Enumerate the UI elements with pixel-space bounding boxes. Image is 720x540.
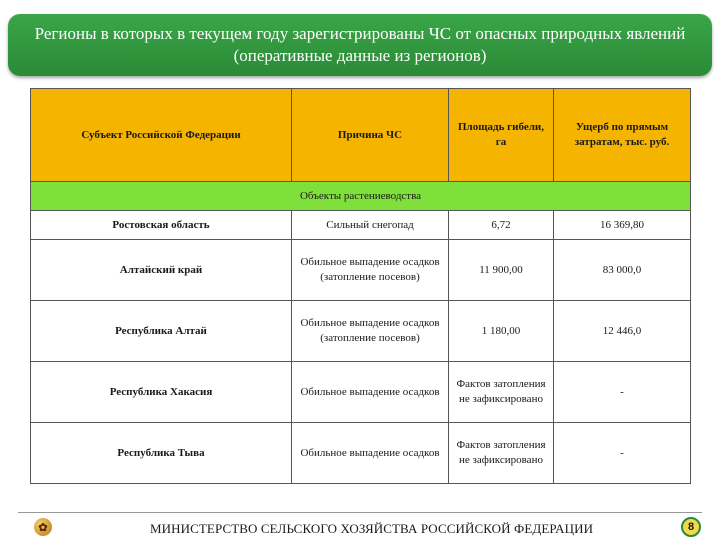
cell-damage: 83 000,0: [554, 240, 691, 301]
section-label: Объекты растениеводства: [31, 182, 691, 211]
ministry-emblem-icon: ✿: [34, 518, 52, 536]
emergency-table: [30, 88, 691, 484]
cell-subject: Ростовская область: [31, 211, 292, 240]
table-header-row: [31, 89, 691, 182]
table-row: [31, 240, 691, 301]
slide-title: Регионы в которых в текущем году зарегистрированы ЧС от опасных природных явлений (оперативные данные из регионов): [8, 14, 712, 76]
cell-damage: 12 446,0: [554, 301, 691, 362]
cell-cause: Обильное выпадение осадков: [292, 362, 449, 423]
cell-area: 11 900,00: [449, 240, 554, 301]
header-area: Площадь гибели, га: [449, 89, 554, 182]
header-cause: Причина ЧС: [292, 89, 449, 182]
ministry-name: МИНИСТЕРСТВО СЕЛЬСКОГО ХОЗЯЙСТВА РОССИЙСКОЙ ФЕДЕРАЦИИ: [150, 521, 594, 536]
cell-cause: Обильное выпадение осадков (затопление посевов): [292, 240, 449, 301]
cell-subject: Республика Алтай: [31, 301, 292, 362]
header-damage: Ущерб по прямым затратам, тыс. руб.: [554, 89, 691, 182]
table-row: [31, 301, 691, 362]
cell-area: Фактов затопления не зафиксировано: [449, 423, 554, 484]
footer-divider: [18, 512, 702, 513]
cell-damage: 16 369,80: [554, 211, 691, 240]
cell-subject: Алтайский край: [31, 240, 292, 301]
page-number: 8: [681, 517, 701, 537]
cell-area: Фактов затопления не зафиксировано: [449, 362, 554, 423]
table-row: [31, 211, 691, 240]
cell-subject: Республика Тыва: [31, 423, 292, 484]
cell-subject: Республика Хакасия: [31, 362, 292, 423]
header-subject: Субъект Российской Федерации: [31, 89, 292, 182]
cell-cause: Сильный снегопад: [292, 211, 449, 240]
cell-cause: Обильное выпадение осадков: [292, 423, 449, 484]
table-row: [31, 423, 691, 484]
table-row: [31, 362, 691, 423]
cell-cause: Обильное выпадение осадков (затопление посевов): [292, 301, 449, 362]
cell-damage: -: [554, 362, 691, 423]
cell-area: 1 180,00: [449, 301, 554, 362]
cell-area: 6,72: [449, 211, 554, 240]
section-row: [31, 182, 691, 211]
cell-damage: -: [554, 423, 691, 484]
